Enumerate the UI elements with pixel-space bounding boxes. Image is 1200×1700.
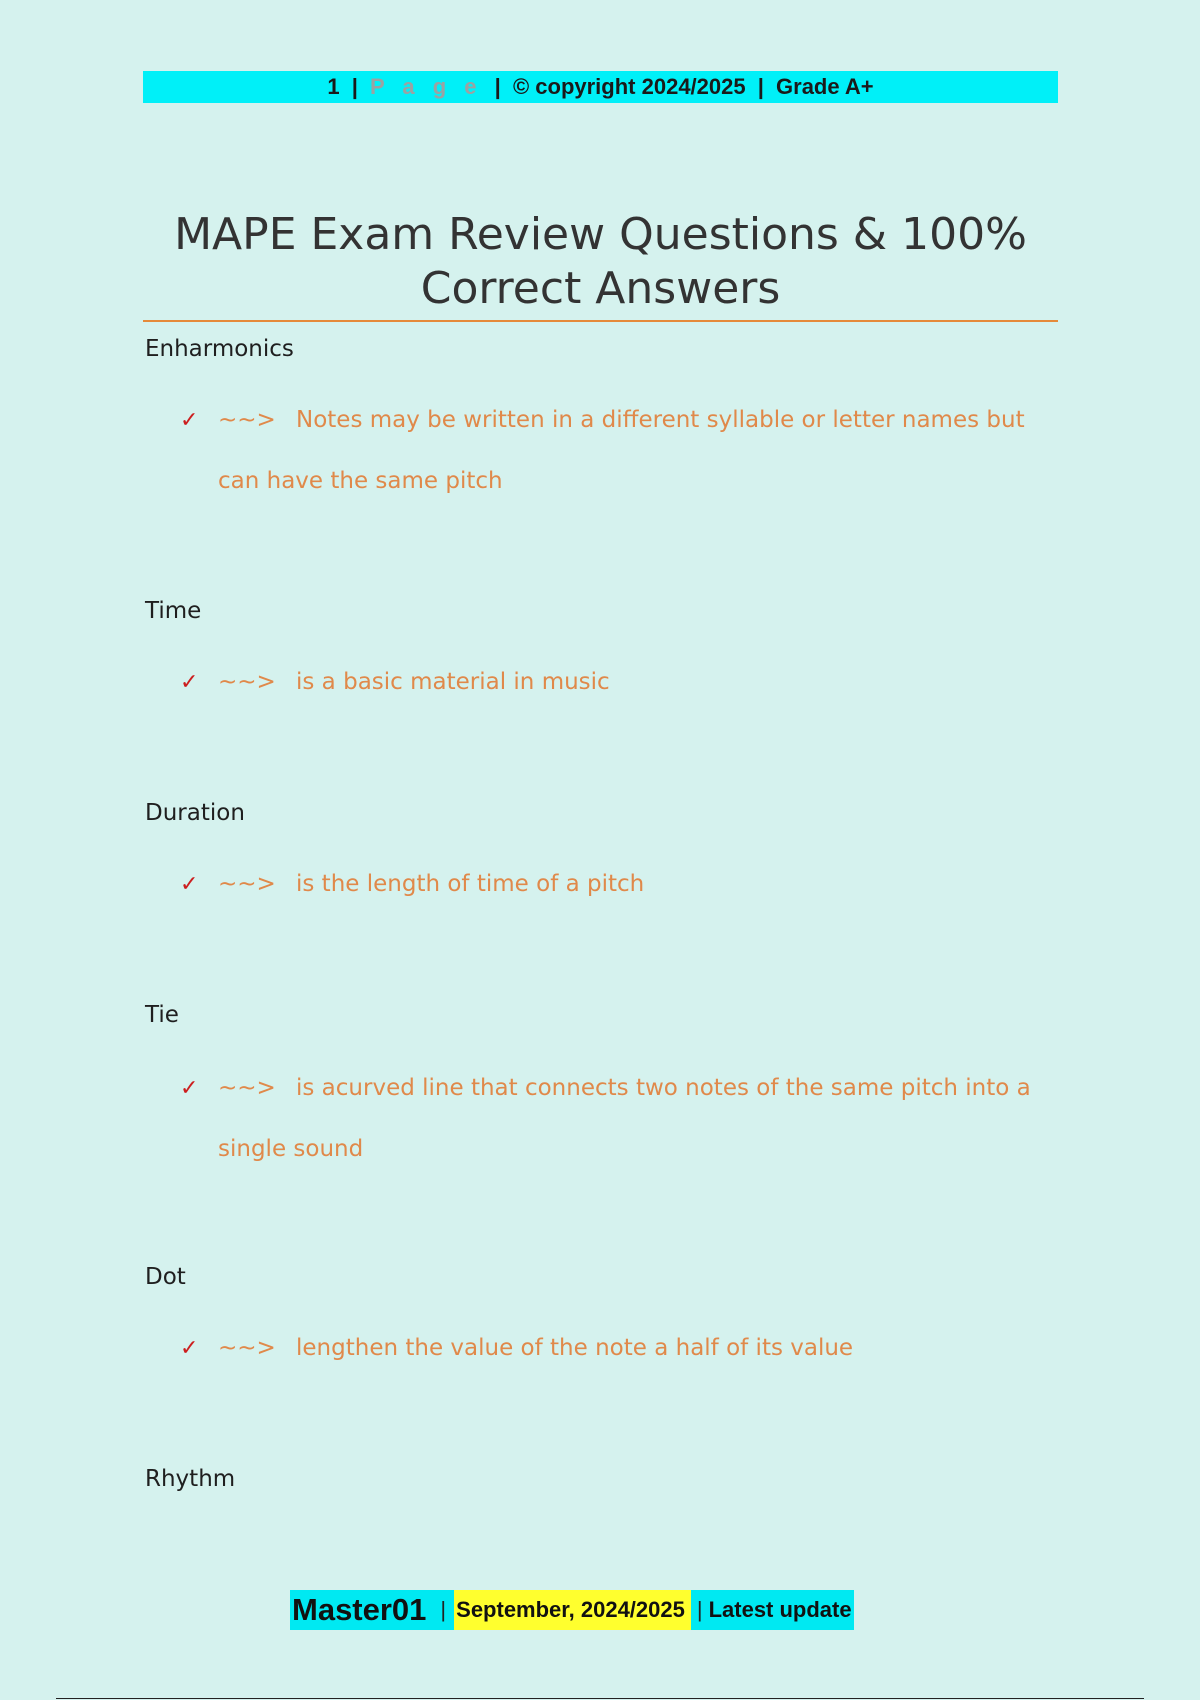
footer-separator: | [691,1590,709,1630]
answer-enharmonics [180,390,1060,511]
answer-text-continued: single sound [218,1136,364,1162]
answer-text: Notes may be written in a different syllable or letter names but [296,407,1025,433]
footer-brand: Master01 [290,1590,428,1630]
arrow-marker: ~~> [218,871,276,897]
arrow-marker: ~~> [218,669,276,695]
footer-date: September, 2024/2025 [454,1590,691,1630]
term-duration: Duration [145,800,245,826]
header-separator: | [494,74,501,99]
bottom-divider [56,1698,1144,1699]
title-divider [143,320,1058,322]
footer-update-label: Latest update [709,1590,854,1630]
answer-text: is acurved line that connects two notes of the same pitch into a [296,1075,1031,1101]
arrow-marker: ~~> [218,1335,276,1361]
answer-duration [180,854,1060,915]
answer-time [180,652,1060,713]
arrow-marker: ~~> [218,1075,276,1101]
check-icon: ✓ [180,1336,199,1361]
term-tie: Tie [145,1002,179,1028]
answer-tie [180,1058,1060,1179]
check-icon: ✓ [180,872,199,897]
page-footer [290,1590,854,1630]
term-enharmonics: Enharmonics [145,336,294,362]
check-icon: ✓ [180,1076,199,1101]
answer-dot [180,1318,1060,1379]
term-dot: Dot [145,1264,186,1290]
header-separator: | [757,74,764,99]
answer-text: is the length of time of a pitch [296,871,645,897]
title-line-1: MAPE Exam Review Questions & 100% [174,209,1027,260]
answer-text: is a basic material in music [296,669,610,695]
check-icon: ✓ [180,670,199,695]
header-separator: | [351,74,358,99]
title-line-2: Correct Answers [420,263,781,314]
answer-text-continued: can have the same pitch [218,468,503,494]
term-rhythm: Rhythm [145,1466,236,1492]
footer-separator: | [428,1590,454,1630]
arrow-marker: ~~> [218,407,276,433]
term-time: Time [145,598,202,624]
copyright-text: © copyright 2024/2025 [512,74,746,99]
grade-text: Grade A+ [776,74,874,99]
answer-text: lengthen the value of the note a half of its value [296,1335,854,1361]
check-icon: ✓ [180,408,199,433]
page-word: P a g e [370,74,483,99]
page-header-bar [143,71,1058,103]
page-number: 1 [327,74,340,99]
document-title [143,208,1058,316]
